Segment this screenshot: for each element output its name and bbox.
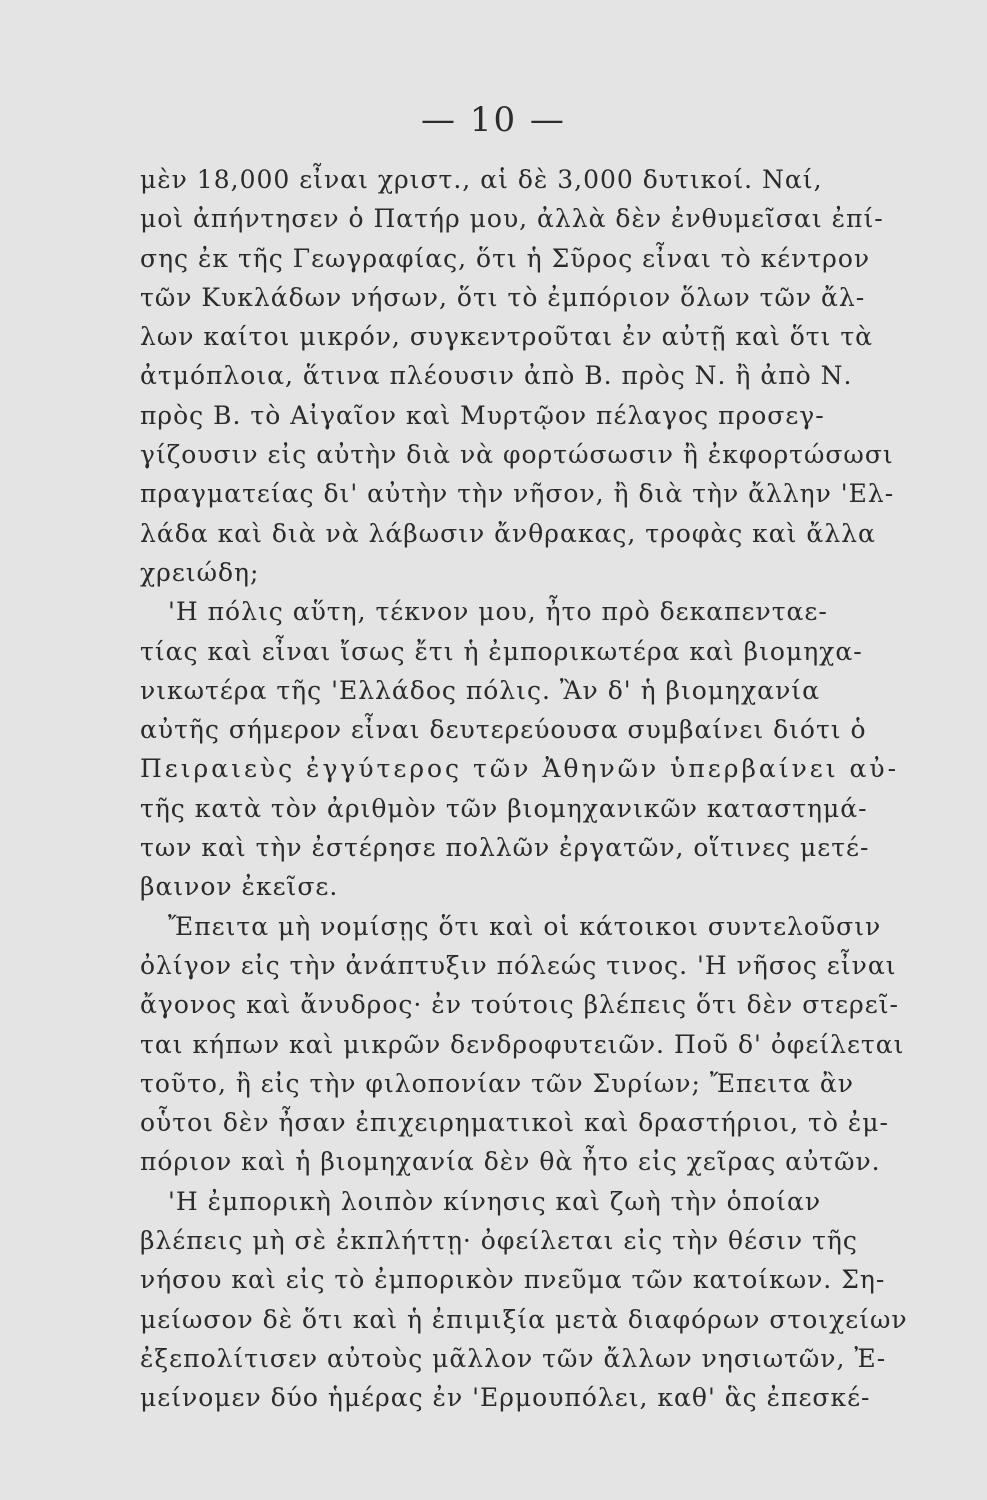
paragraph-start-line: 'Η πόλις αὕτη, τέκνον μου, ἦτο πρὸ δεκαπενταε- [168,597,828,627]
page-number: — 10 — [421,100,566,140]
text-line: τῆς κατὰ τὸν ἀριθμὸν τῶν βιομηχανικῶν καταστημά- [140,793,868,823]
paragraph-start-line: 'Η ἐμπορικὴ λοιπὸν κίνησις καὶ ζωὴ τὴν ὁποίαν [168,1186,822,1216]
text-line: μείνομεν δύο ἡμέρας ἐν 'Ερμουπόλει, καθ' ἃς ἐπεσκέ- [140,1383,871,1413]
text-line: πρὸς Β. τὸ Αἰγαῖον καὶ Μυρτῷον πέλαγος προσεγ- [140,400,825,430]
text-line: μοὶ ἀπήντησεν ὁ Πατήρ μου, ἀλλὰ δὲν ἐνθυμεῖσαι ἐπί- [140,204,884,234]
text-line: λων καίτοι μικρόν, συγκεντροῦται ἐν αὐτῇ καὶ ὅτι τὰ [140,322,874,352]
text-line: ἄγονος καὶ ἄνυδρος· ἐν τούτοις βλέπεις ὅτι δὲν στερεῖ- [140,990,899,1020]
text-line: μείωσον δὲ ὅτι καὶ ἡ ἐπιμιξία μετὰ διαφόρων στοιχείων [140,1304,908,1334]
text-line: πόριον καὶ ἡ βιομηχανία δὲν θὰ ἦτο εἰς χεῖρας αὐτῶν. [140,1147,881,1177]
text-line: των καὶ τὴν ἐστέρησε πολλῶν ἐργατῶν, οἵτινες μετέ- [140,833,870,863]
text-line: λάδα καὶ διὰ νὰ λάβωσιν ἄνθρακας, τροφὰς καὶ ἄλλα [140,518,876,548]
text-line: χρειώδη; [140,557,260,587]
text-line: βαινον ἐκεῖσε. [140,872,339,902]
text-line: οὗτοι δὲν ἦσαν ἐπιχειρηματικοὶ καὶ δραστήριοι, τὸ ἐμ- [140,1108,889,1138]
body-text [140,160,945,1420]
text-line: πραγματείας δι' αὐτὴν τὴν νῆσον, ἢ διὰ τὴν ἄλλην 'Ελ- [140,479,895,509]
text-line: αὐτῆς σήμερον εἶναι δευτερεύουσα συμβαίνει διότι ὁ [140,715,867,745]
text-line: νικωτέρα τῆς 'Ελλάδος πόλις. Ἂν δ' ἡ βιομηχανία [140,675,820,705]
text-line: γίζουσιν εἰς αὐτὴν διὰ νὰ φορτώσωσιν ἢ ἐκφορτώσωσι [140,440,894,470]
text-line: ἐξεπολίτισεν αὐτοὺς μᾶλλον τῶν ἄλλων νησιωτῶν, Ἐ- [140,1343,887,1373]
text-line: ὀλίγον εἰς τὴν ἀνάπτυξιν πόλεώς τινος. 'Η νῆσος εἶναι [140,950,897,980]
text-line: νήσου καὶ εἰς τὸ ἐμπορικὸν πνεῦμα τῶν κατοίκων. Ση- [140,1265,886,1295]
text-line: ἀτμόπλοια, ἅτινα πλέουσιν ἀπὸ Β. πρὸς Ν. ἢ ἀπὸ Ν. [140,361,853,391]
text-line: Πειραιεὺς ἐγγύτερος τῶν Ἀθηνῶν ὑπερβαίνει αὐ- [140,754,900,784]
text-line: τοῦτο, ἢ εἰς τὴν φιλοπονίαν τῶν Συρίων; Ἔπειτα ἂν [140,1068,854,1098]
text-line: βλέπεις μὴ σὲ ἐκπλήττῃ· ὀφείλεται εἰς τὴν θέσιν τῆς [140,1226,858,1256]
text-line: τίας καὶ εἶναι ἴσως ἔτι ἡ ἐμπορικωτέρα καὶ βιομηχα- [140,636,863,666]
text-line: τῶν Κυκλάδων νήσων, ὅτι τὸ ἐμπόριον ὅλων τῶν ἄλ- [140,282,866,312]
text-line: σης ἐκ τῆς Γεωγραφίας, ὅτι ἡ Σῦρος εἶναι τὸ κέντρον [140,243,871,273]
paragraph-start-line: Ἔπειτα μὴ νομίσῃς ὅτι καὶ οἱ κάτοικοι συντελοῦσιν [168,911,882,941]
text-line: μὲν 18,000 εἶναι χριστ., αἱ δὲ 3,000 δυτικοί. Ναί, [140,165,823,194]
text-line: ται κήπων καὶ μικρῶν δενδροφυτειῶν. Ποῦ δ' ὀφείλεται [140,1029,905,1059]
